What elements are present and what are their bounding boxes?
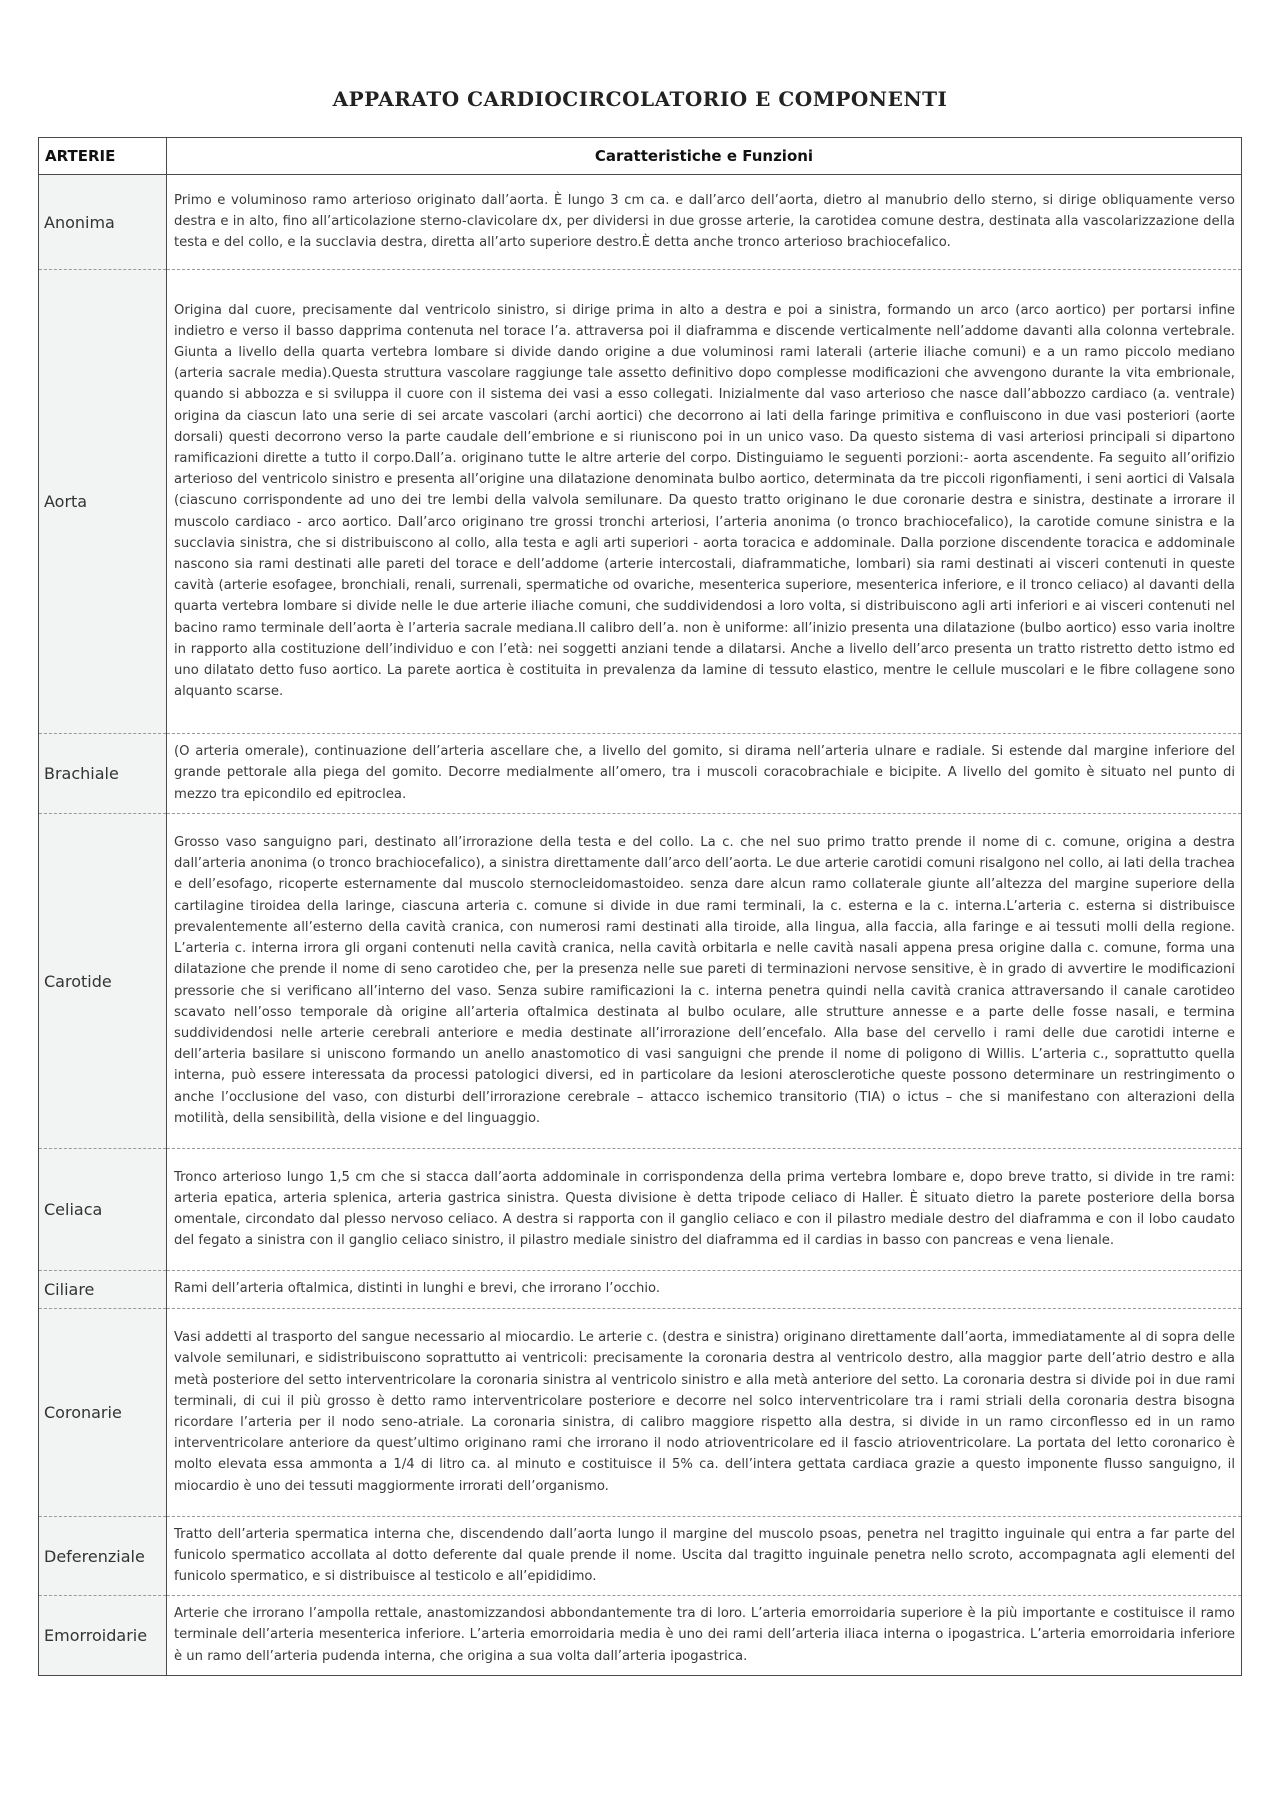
table-header-row (39, 138, 1242, 175)
artery-name: Emorroidarie (39, 1596, 167, 1676)
artery-name: Celiaca (39, 1149, 167, 1271)
table-row (39, 1596, 1242, 1676)
arteries-table (38, 137, 1242, 1676)
artery-name: Aorta (39, 270, 167, 734)
page-title: APPARATO CARDIOCIRCOLATORIO E COMPONENTI (332, 87, 948, 112)
artery-description: Tronco arterioso lungo 1,5 cm che si stacca dall’aorta addominale in corrispondenza della prima vertebra lombare e, dopo breve tratto, si divide in tre rami: arteria epatica, arteria splenica, arteria gastrica sinistra. Questa divisione è detta tripode celiaco di Haller. È situato dietro la parete posteriore della borsa omentale, circondato dal plesso nervoso celiaco. A destra si rapporta con il ganglio celiaco e con il pilastro mediale destro del diaframma e con il lobo caudato del fegato a sinistra con il ganglio celiaco sinistro, il pilastro mediale sinistro del diaframma ed il cardias in basso con pancreas e vena lienale. (167, 1149, 1242, 1271)
artery-description: Origina dal cuore, precisamente dal ventricolo sinistro, si dirige prima in alto a destra e poi a sinistra, formando un arco (arco aortico) per portarsi infine indietro e verso il basso dapprima contenuta nel torace l’a. attraversa poi il diaframma e discende verticalmente nell’addome davanti alla colonna vertebrale. Giunta a livello della quarta vertebra lombare si divide dando origine a due voluminosi rami laterali (arterie iliache comuni) e a un ramo piccolo mediano (arteria sacrale media).Questa struttura vascolare raggiunge tale assetto definitivo dopo complesse modificazioni che avvengono durante la vita embrionale, quando si abbozza e si sviluppa il cuore con il sistema dei vasi a esso collegati. Inizialmente dal vaso arterioso che nasce dall’abbozzo cardiaco (a. ventrale) origina da ciascun lato una serie di sei arcate vascolari (archi aortici) che decorrono ai lati della faringe primitiva e confluiscono in due vasi posteriori (aorte dorsali) questi decorrono verso la parte caudale dell’embrione e si riuniscono poi in un unico vaso. Da questo sistema di vasi arteriosi principali si dipartono ramificazioni dirette a tutto il corpo.Dall’a. originano tutte le altre arterie del corpo. Distinguiamo le seguenti porzioni:- aorta ascendente. Fa seguito all’orifizio arterioso del ventricolo sinistro e presenta all’origine una dilatazione denominata bulbo aortico, determinata da tre piccoli rigonfiamenti, i seni aortici di Valsala (ciascuno corrispondente ad uno dei tre lembi della valvola semilunare. Da questo tratto originano le due coronarie destra e sinistra, destinate a irrorare il muscolo cardiaco - arco aortico. Dall’arco originano tre grossi tronchi arteriosi, l’arteria anonima (o tronco brachiocefalico), la carotide comune sinistra e la succlavia sinistra, che si distribuiscono al collo, alla testa e agli arti superiori - aorta toracica e addominale. Dalla porzione discendente toracica e addominale nascono sia rami destinati alle pareti del torace e dell’addome (arterie intercostali, diaframmatiche, lombari) sia rami destinati ai visceri contenuti in queste cavità (arterie esofagee, bronchiali, renali, surrenali, spermatiche od ovariche, mesenterica superiore, mesenterica inferiore, e il tronco celiaco) al davanti della quarta vertebra lombare si divide nelle le due arterie iliache comuni, che suddividendosi a loro volta, si distribuiscono agli arti inferiori e ai visceri contenuti nel bacino ramo terminale dell’aorta è l’arteria sacrale mediana.Il calibro dell’a. non è uniforme: all’inizio presenta una dilatazione (bulbo aortico) esso varia inoltre in rapporto alla costituzione dell’individuo e con l’età: nei soggetti anziani tende a dilatarsi. Anche a livello dell’arco presenta un tratto ristretto detto istmo ed uno dilatato detto fuso aortico. La parete aortica è costituita in prevalenza da lamine di tessuto elastico, mentre le cellule muscolari e le fibre collagene sono alquanto scarse. (167, 270, 1242, 734)
table-row (39, 270, 1242, 734)
table-row (39, 814, 1242, 1149)
artery-name: Carotide (39, 814, 167, 1149)
artery-name: Ciliare (39, 1271, 167, 1309)
table-row (39, 175, 1242, 270)
artery-description: Arterie che irrorano l’ampolla rettale, anastomizzandosi abbondantemente tra di loro. L’arteria emorroidaria superiore è la più importante e costituisce il ramo terminale dell’arteria mesenterica inferiore. L’arteria emorroidaria media è uno dei rami dell’arteria iliaca interna o ipogastrica. L’arteria emorroidaria inferiore è un ramo dell’arteria pudenda interna, che origina a sua volta dall’arteria ipogastrica. (167, 1596, 1242, 1676)
artery-description: Tratto dell’arteria spermatica interna che, discendendo dall’aorta lungo il margine del muscolo psoas, penetra nel tragitto inguinale qui entra a far parte del funicolo spermatico accollata al dotto deferente dal quale prende il nome. Uscita dal tragitto inguinale penetra nello scroto, accompagnata agli elementi del funicolo spermatico, e si distribuisce al testicolo e all’epididimo. (167, 1517, 1242, 1596)
table-row (39, 1517, 1242, 1596)
table-row (39, 1309, 1242, 1517)
artery-description: Vasi addetti al trasporto del sangue necessario al miocardio. Le arterie c. (destra e sinistra) originano direttamente dall’aorta, immediatamente al di sopra delle valvole semilunari, e sidistribuiscono soprattutto ai ventricoli: precisamente la coronaria destra al ventricolo destro, alla maggior parte dell’atrio destro e alla metà posteriore del setto interventricolare la coronaria sinistra al ventricolo sinistro e alla metà anteriore del setto. La coronaria destra si divide poi in due rami terminali, di cui il più grosso è detto ramo interventricolare posteriore e decorre nel solco interventricolare tra i rami striali della coronaria destra bisogna ricordare l’arteria per il nodo seno-atriale. La coronaria sinistra, di calibro maggiore rispetto alla destra, si divide in un ramo circonflesso ed in un ramo interventricolare anteriore da quest’ultimo originano rami che irrorano il nodo atrioventricolare ed il fascio atrioventricolare. La portata del letto coronarico è molto elevata essa ammonta a 1/4 di litro ca. al minuto e costituisce il 5% ca. dell’intera gettata cardiaca grazie a questo imponente flusso sanguigno, il miocardio è uno dei tessuti maggiormente irrorati dell’organismo. (167, 1309, 1242, 1517)
table-row (39, 734, 1242, 814)
column-header-arterie: ARTERIE (39, 138, 167, 175)
column-header-caratteristiche: Caratteristiche e Funzioni (167, 138, 1242, 175)
table-row (39, 1271, 1242, 1309)
artery-description: (O arteria omerale), continuazione dell’arteria ascellare che, a livello del gomito, si dirama nell’arteria ulnare e radiale. Si estende dal margine inferiore del grande pettorale alla piega del gomito. Decorre medialmente all’omero, tra i muscoli coracobrachiale e bicipite. A livello del gomito è situato nel punto di mezzo tra epicondilo ed epitroclea. (167, 734, 1242, 814)
artery-name: Anonima (39, 175, 167, 270)
artery-name: Deferenziale (39, 1517, 167, 1596)
artery-description: Rami dell’arteria oftalmica, distinti in lunghi e brevi, che irrorano l’occhio. (167, 1271, 1242, 1309)
artery-description: Grosso vaso sanguigno pari, destinato all’irrorazione della testa e del collo. La c. che nel suo primo tratto prende il nome di c. comune, origina a destra dall’arteria anonima (o tronco brachiocefalico), a sinistra direttamente dall’arco dell’aorta. Le due arterie carotidi comuni risalgono nel collo, ai lati della trachea e dell’esofago, ricoperte esternamente dal muscolo sternocleidomastoideo. senza dare alcun ramo collaterale giunte all’altezza del margine superiore della cartilagine tiroidea della laringe, ciascuna arteria c. comune si divide in due rami terminali, la c. esterna e la c. interna.L’arteria c. esterna si distribuisce prevalentemente all’esterno della cavità cranica, con numerosi rami destinati alla tiroide, alla lingua, alla faccia, alla faringe e ai tessuti molli della regione. L’arteria c. interna irrora gli organi contenuti nella cavità cranica, nella cavità orbitarla e nelle cavità nasali appena presa origine dalla c. comune, forma una dilatazione che prende il nome di seno carotideo che, per la presenza nelle sue pareti di terminazioni nervose sensitive, è in grado di avvertire le modificazioni pressorie che si verificano all’interno del vaso. Senza subire ramificazioni la c. interna penetra quindi nella cavità cranica attraversando il canale carotideo scavato nell’osso temporale dà origine all’arteria oftalmica destinata al bulbo oculare, alle strutture annesse e a parte delle fosse nasali, e termina suddividendosi nelle arterie cerebrali anteriore e media destinate all’irrorazione dell’encefalo. Alla base del cervello i rami delle due carotidi interne e dell’arteria basilare si uniscono formando un anello anastomotico di vasi sanguigni che prende il nome di poligono di Willis. L’arteria c., soprattutto quella interna, può essere interessata da processi patologici diversi, ed in particolare da lesioni aterosclerotiche queste possono determinare un restringimento o anche l’occlusione del vaso, con disturbi dell’irrorazione cerebrale – attacco ischemico transitorio (TIA) o ictus – che si manifestano con alterazioni della motilità, della sensibilità, della visione e del linguaggio. (167, 814, 1242, 1149)
artery-name: Coronarie (39, 1309, 167, 1517)
table-row (39, 1149, 1242, 1271)
artery-name: Brachiale (39, 734, 167, 814)
artery-description: Primo e voluminoso ramo arterioso originato dall’aorta. È lungo 3 cm ca. e dall’arco dell’aorta, dietro al manubrio dello sterno, si dirige obliquamente verso destra e in alto, fino all’articolazione sterno-clavicolare dx, per dividersi in due grosse arterie, la carotidea comune destra, destinata alla vascolarizzazione della testa e del collo, e la succlavia destra, diretta all’arto superiore destro.È detta anche tronco arterioso brachiocefalico. (167, 175, 1242, 270)
